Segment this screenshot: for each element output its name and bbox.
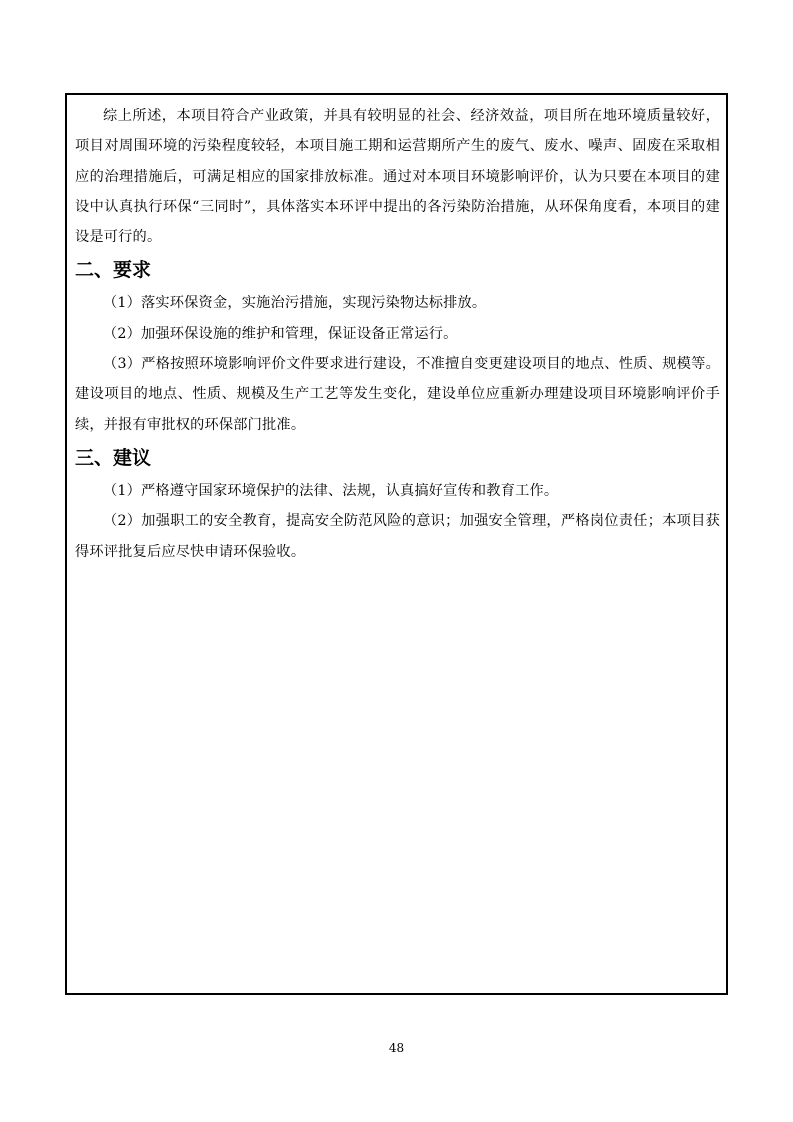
suggestion-item-2: （2）加强职工的安全教育，提高安全防范风险的意识；加强安全管理，严格岗位责任；本项目获得环评批复后应尽快申请环保验收。 [75,513,720,560]
requirement-item-2: （2）加强环保设施的维护和管理，保证设备正常运行。 [103,325,458,342]
requirements-heading: 二、要求 [75,259,152,282]
requirement-item-3: （3）严格按照环境影响评价文件要求进行建设，不准擅自变更建设项目的地点、性质、规模等。建设项目的地点、性质、规模及生产工艺等发生变化，建设单位应重新办理建设项目环境影响评价手续，并报有审批权的环保部门批准。 [75,356,720,433]
conclusion-paragraph: 综上所述，本项目符合产业政策，并具有较明显的社会、经济效益，项目所在地环境质量较好，项目对周围环境的污染程度较轻，本项目施工期和运营期所产生的废气、废水、噪声、固废在采取相应的治理措施后，可满足相应的国家排放标准。通过对本项目环境影响评价，认为只要在本项目的建设中认真执行环保“三同时”，具体落实本环评中提出的各污染防治措施，从环保角度看，本项目的建设是可行的。 [75,108,720,246]
suggestion-item-1: （1）严格遵守国家环境保护的法律、法规，认真搞好宣传和教育工作。 [103,482,559,499]
page-number: 48 [388,1041,405,1055]
suggestions-heading: 三、建议 [75,446,152,469]
requirement-item-1: （1）落实环保资金，实施治污措施，实现污染物达标排放。 [103,295,487,312]
document-body [75,101,720,567]
content-frame [65,93,728,995]
